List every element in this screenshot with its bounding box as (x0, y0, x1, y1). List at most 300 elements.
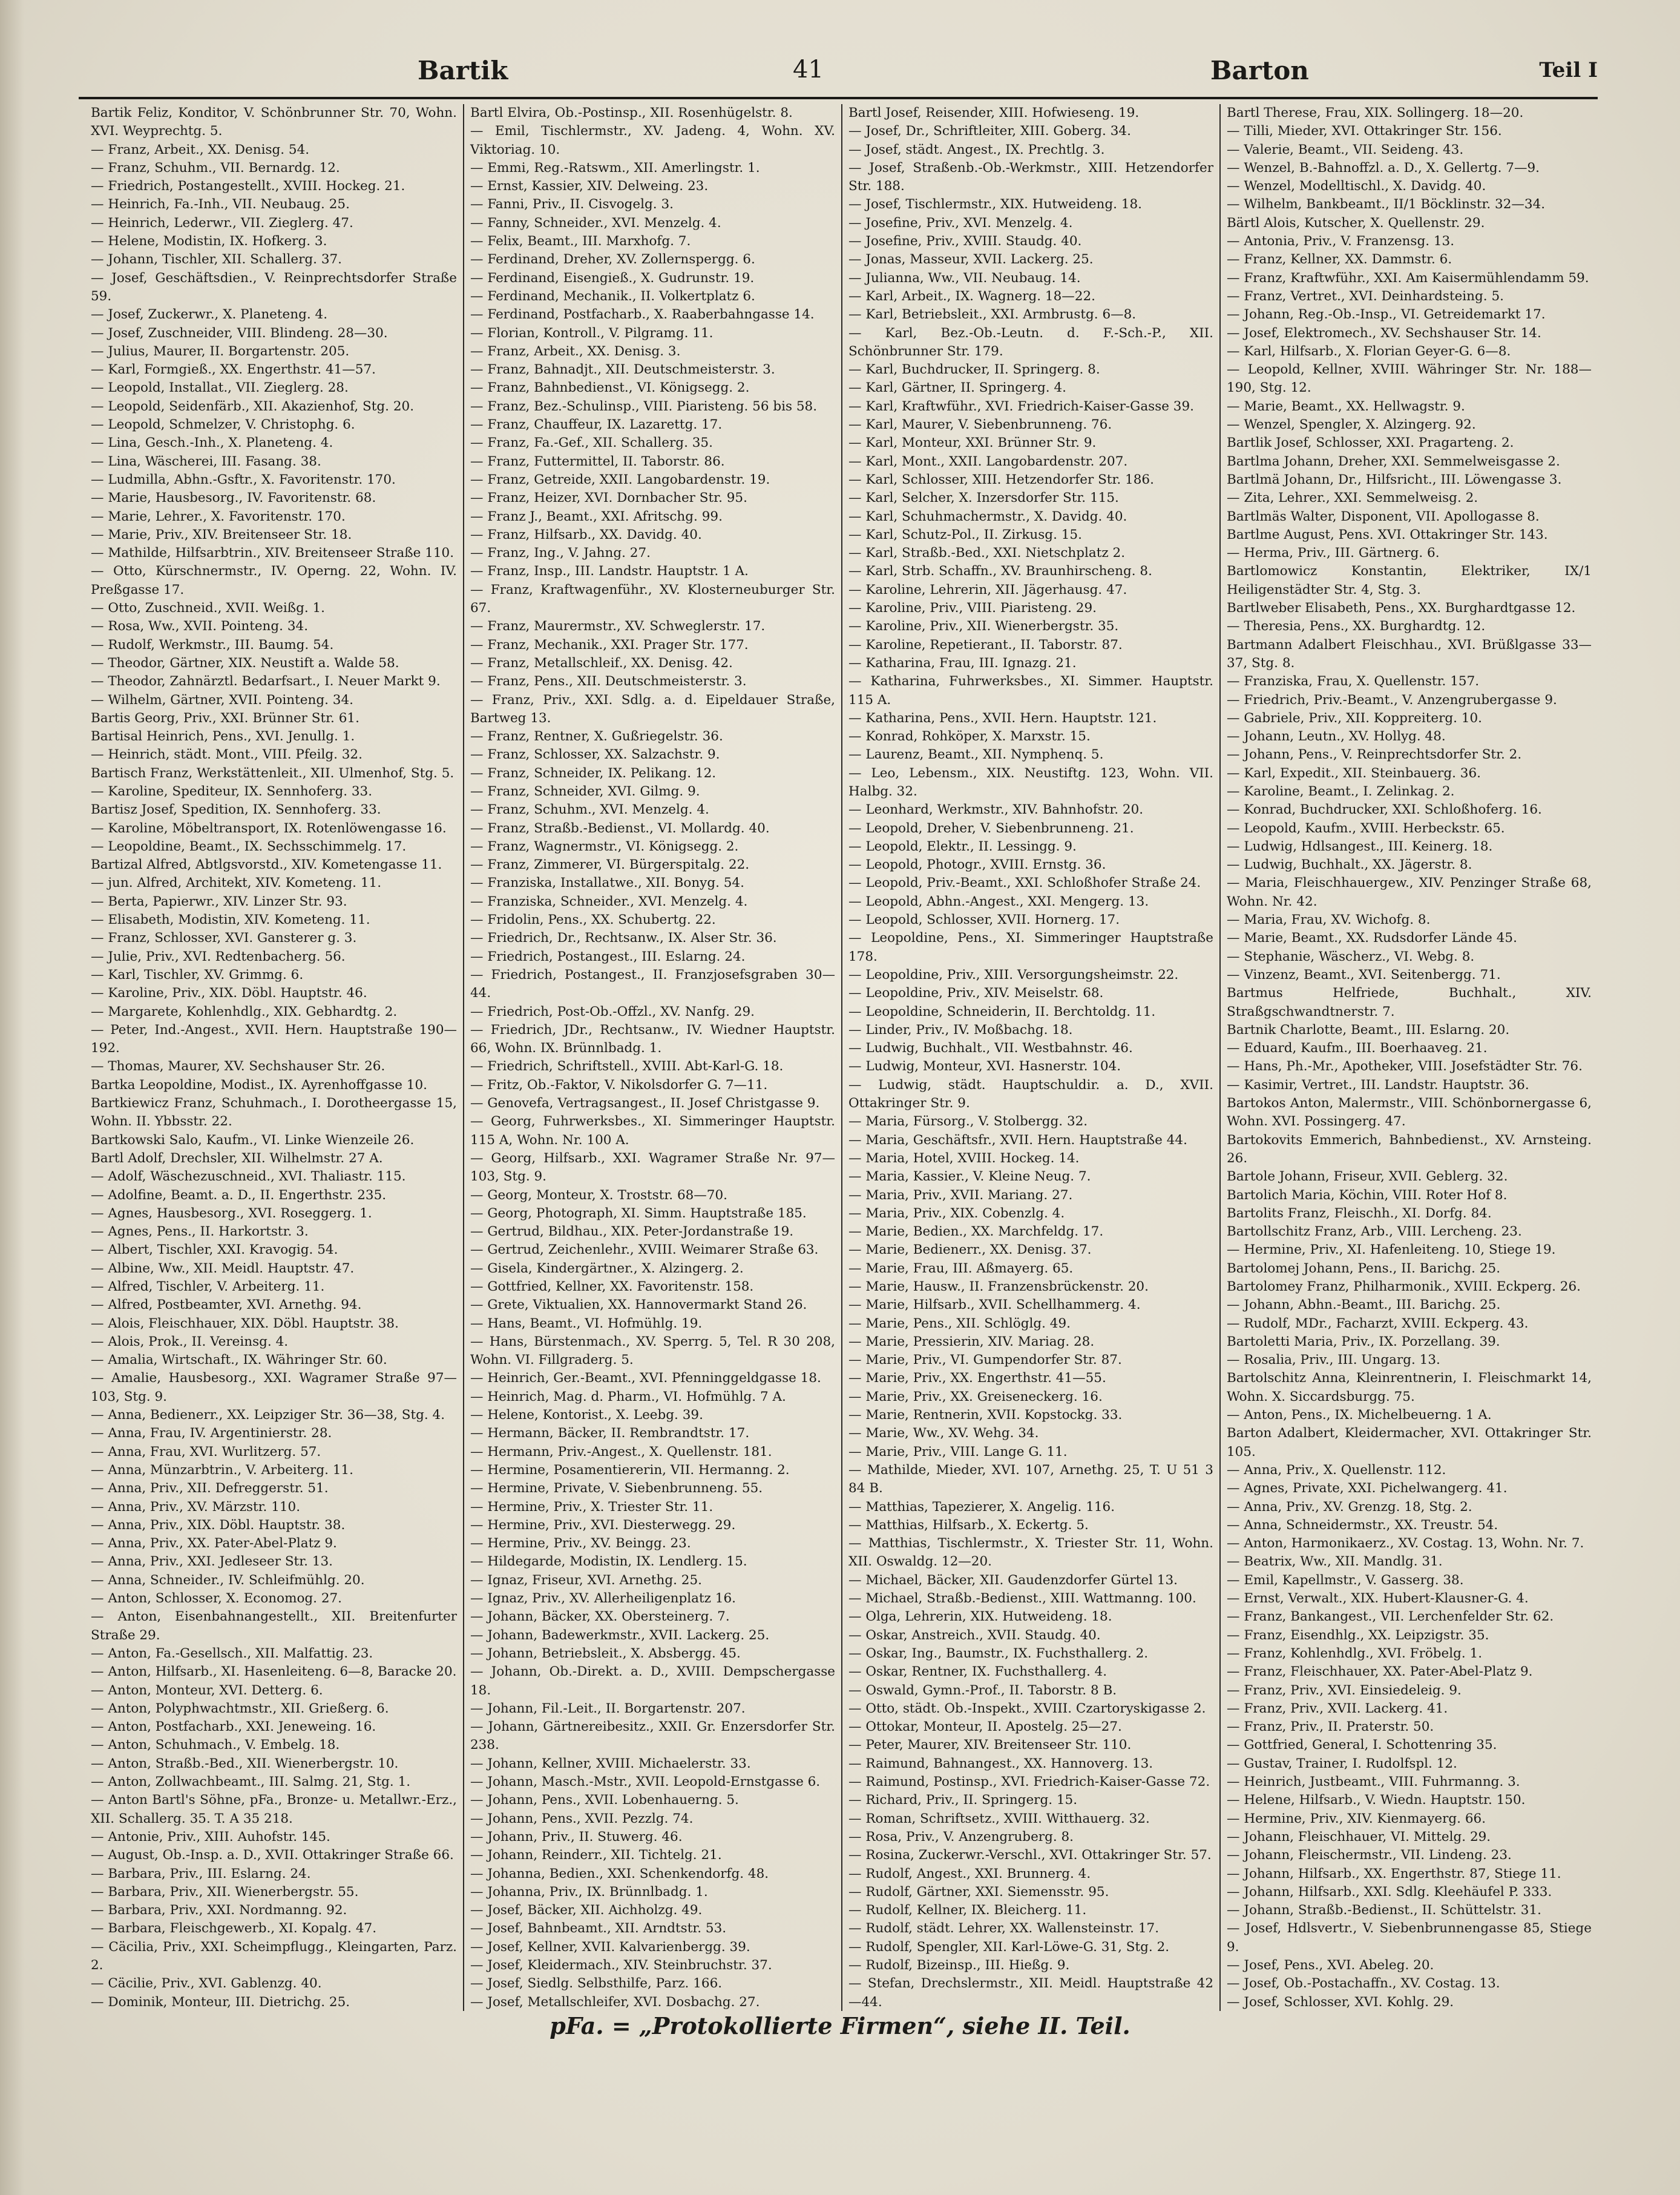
directory-entry: — Rosa, Priv., V. Anzengruberg. 8. (848, 1829, 1074, 1845)
directory-entry: — Franz, Maurermstr., XV. Schweglerstr. 17. (470, 619, 766, 634)
directory-entry: — Johann, Reinderr., XII. Tichtelg. 21. (470, 1848, 722, 1863)
directory-entry: — Marie, Pressierin, XIV. Mariag. 28. (848, 1334, 1095, 1349)
directory-entry: — Leopoldine, Schneiderin, II. Berchtoldg. 11. (848, 1004, 1156, 1019)
directory-entry: — Anna, Schneider., IV. Schleifmühlg. 20. (91, 1572, 365, 1588)
directory-entry: — Heinrich, Justbeamt., VIII. Fuhrmanng. 3. (1227, 1774, 1520, 1790)
directory-entry: — Fanni, Priv., II. Cisvogelg. 3. (470, 197, 674, 212)
directory-entry: — Julianna, Ww., VII. Neubaug. 14. (848, 270, 1081, 286)
directory-entry: — Oskar, Ing., Baumstr., IX. Fuchsthallerg. 2. (848, 1645, 1149, 1661)
directory-entry: — Leopold, Elektr., II. Lessingg. 9. (848, 838, 1077, 854)
directory-entry: — Rosa, Ww., XVII. Pointeng. 34. (91, 619, 309, 634)
directory-entry: Bartka Leopoldine, Modist., IX. Ayrenhoffgasse 10. (91, 1077, 427, 1093)
directory-entry: — Ludmilla, Abhn.-Gsftr., X. Favoritenstr. 170. (91, 472, 396, 487)
directory-entry: — Leopold, Seidenfärb., XII. Akazienhof, Stg. 20. (91, 398, 415, 414)
directory-entry: — Konrad, Rohköper, X. Marxstr. 15. (848, 729, 1091, 745)
directory-entry: — Johann, Gärtnereibesitz., XXII. Gr. Enzersdorfer Str. 238. (470, 1719, 835, 1753)
directory-entry: — Friedrich, Postangest., III. Eslarng. 24. (470, 949, 746, 964)
directory-entry: Bartoletti Maria, Priv., IX. Porzellang. 39. (1227, 1334, 1500, 1349)
directory-entry: — Johanna, Priv., IX. Brünnlbadg. 1. (470, 1884, 708, 1900)
directory-entry: — Franz, Priv., XVI. Einsiedeleig. 9. (1227, 1682, 1462, 1698)
directory-entry: — Gottfried, General, I. Schottenring 35. (1227, 1737, 1497, 1753)
directory-entry: — Elisabeth, Modistin, XIV. Kometeng. 11. (91, 912, 370, 928)
directory-entry: — Gottfried, Kellner, XX. Favoritenstr. 158. (470, 1279, 754, 1294)
directory-entry: — Josef, städt. Angest., IX. Prechtlg. 3. (848, 142, 1105, 157)
directory-entry: Bartl Therese, Frau, XIX. Sollingerg. 18—20. (1227, 105, 1524, 120)
directory-entry: — Raimund, Postinsp., XVI. Friedrich-Kaiser-Gasse 72. (848, 1774, 1210, 1790)
directory-entry: — Rudolf, Spengler, XII. Karl-Löwe-G. 31, Stg. 2. (848, 1939, 1170, 1955)
directory-entry: — Franz, Eisendhlg., XX. Leipzigstr. 35. (1227, 1627, 1489, 1643)
directory-entry: — Cäcilia, Priv., XXI. Scheimpflugg., Kleingarten, Parz. 2. (91, 1939, 457, 1973)
directory-entry: — Rudolf, Angest., XXI. Brunnerg. 4. (848, 1866, 1091, 1881)
directory-entry: — Josef, Dr., Schriftleiter, XIII. Goberg. 34. (848, 123, 1131, 139)
part-label: Teil I (1539, 58, 1598, 82)
entry-list (91, 104, 457, 2011)
directory-entry: — Josef, Ob.-Postachaffn., XV. Costag. 13. (1227, 1976, 1500, 1992)
directory-entry: — Alfred, Tischler, V. Arbeiterg. 11. (91, 1279, 325, 1294)
binding-shadow (0, 0, 24, 2195)
directory-entry: — Franz, Zimmerer, VI. Bürgerspitalg. 22. (470, 857, 750, 873)
directory-entry: Bartmann Adalbert Fleischhau., XVI. Brüßlgasse 33—37, Stg. 8. (1227, 637, 1592, 671)
directory-entry: — Karoline, Priv., XII. Wienerbergstr. 35. (848, 619, 1119, 634)
directory-entry: — Anton, Pens., IX. Michelbeuerng. 1 A. (1227, 1407, 1492, 1423)
directory-entry: — Barbara, Fleischgewerb., XI. Kopalg. 47. (91, 1921, 377, 1937)
directory-entry: — Johann, Kellner, XVIII. Michaelerstr. 33. (470, 1756, 751, 1771)
directory-entry: — Anton, Eisenbahnangestellt., XII. Breitenfurter Straße 29. (91, 1609, 457, 1643)
directory-entry: — Marie, Priv., VIII. Lange G. 11. (848, 1444, 1068, 1459)
directory-entry: — Franz, Futtermittel, II. Taborstr. 86. (470, 453, 725, 469)
directory-entry: — Matthias, Hilfsarb., X. Eckertg. 5. (848, 1517, 1089, 1533)
directory-entry: — Johann, Tischler, XII. Schallerg. 37. (91, 252, 343, 268)
directory-entry: — Josef, Schlosser, XVI. Kohlg. 29. (1227, 1994, 1454, 2010)
directory-entry: — Maria, Geschäftsfr., XVII. Hern. Hauptstraße 44. (848, 1132, 1187, 1148)
directory-entry: — Karl, Gärtner, II. Springerg. 4. (848, 380, 1066, 396)
directory-entry: — Stefan, Drechslermstr., XII. Meidl. Hauptstraße 42—44. (848, 1976, 1213, 2010)
directory-entry: — Ludwig, Buchhalt., XX. Jägerstr. 8. (1227, 857, 1472, 873)
directory-entry: — Franz, Straßb.-Bedienst., VI. Mollardg. 40. (470, 820, 770, 836)
footer-note: pFa. = „Protokollierte Firmen“, siehe II. Teil. (550, 2012, 1130, 2039)
directory-entry: — Matthias, Tischlermstr., X. Triester Str. 11, Wohn. XII. Oswaldg. 12—20. (848, 1536, 1213, 1570)
page-header (79, 56, 1598, 98)
directory-entry: — Heinrich, Fa.-Inh., VII. Neubaug. 25. (91, 197, 350, 212)
directory-entry: — Cäcilie, Priv., XVI. Gablenzg. 40. (91, 1976, 322, 1992)
directory-entry: — Franz, Schneider, IX. Pelikang. 12. (470, 765, 717, 781)
directory-entry: — Leopold, Schmelzer, V. Christophg. 6. (91, 417, 355, 433)
directory-entry: Barton Adalbert, Kleidermacher, XVI. Ottakringer Str. 105. (1227, 1426, 1592, 1459)
directory-entry: — Heinrich, städt. Mont., VIII. Pfeilg. 32. (91, 747, 363, 763)
directory-entry: — Ottokar, Monteur, II. Apostelg. 25—27. (848, 1719, 1122, 1735)
directory-entry: — Marie, Lehrer., X. Favoritenstr. 170. (91, 508, 346, 524)
directory-entry: — Georg, Photograph, XI. Simm. Hauptstraße 185. (470, 1205, 807, 1221)
directory-entry: — Ernst, Verwalt., XIX. Hubert-Klausner-G. 4. (1227, 1591, 1529, 1607)
directory-entry: — Hermine, Private, V. Siebenbrunneng. 55. (470, 1481, 763, 1496)
directory-entry: — Anton, Postfacharb., XXI. Jeneweing. 16. (91, 1719, 376, 1735)
directory-entry: — Josef, Bahnbeamt., XII. Arndtstr. 53. (470, 1921, 727, 1937)
directory-entry: — Karl, Straßb.-Bed., XXI. Nietschplatz 2. (848, 545, 1126, 561)
directory-entry: — jun. Alfred, Architekt, XIV. Kometeng. 11. (91, 875, 382, 891)
directory-entry: — Heinrich, Mag. d. Pharm., VI. Hofmühlg. 7 A. (470, 1389, 786, 1404)
directory-entry: — Josef, Metallschleifer, XVI. Dosbachg. 27. (470, 1994, 760, 2010)
header-left-keyword: Bartik (418, 56, 508, 85)
directory-entry: — Ernst, Kassier, XIV. Delweing. 23. (470, 179, 709, 194)
directory-entry: — Olga, Lehrerin, XIX. Hutweideng. 18. (848, 1609, 1112, 1625)
directory-entry: — Hermann, Priv.-Angest., X. Quellenstr. 181. (470, 1444, 772, 1459)
directory-entry: — Emil, Kapellmstr., V. Gasserg. 38. (1227, 1572, 1464, 1588)
directory-columns (85, 104, 1598, 2011)
directory-entry: Bartlmäs Walter, Disponent, VII. Apollogasse 8. (1227, 508, 1540, 524)
directory-entry: — Rudolf, Werkmstr., III. Baumg. 54. (91, 637, 334, 653)
directory-entry: — Beatrix, Ww., XII. Mandlg. 31. (1227, 1554, 1443, 1570)
directory-entry: — Karl, Tischler, XV. Grimmg. 6. (91, 967, 304, 982)
directory-entry: — Johann, Hilfsarb., XXI. Sdlg. Kleehäufel P. 333. (1227, 1884, 1552, 1900)
directory-entry: — Rudolf, MDr., Facharzt, XVIII. Eckperg. 43. (1227, 1315, 1529, 1331)
directory-entry: — Zita, Lehrer., XXI. Semmelweisg. 2. (1227, 490, 1478, 506)
directory-entry: — Leopold, Schlosser, XVII. Hornerg. 17. (848, 912, 1120, 928)
directory-entry: — Amalia, Wirtschaft., IX. Währinger Str. 60. (91, 1352, 387, 1368)
directory-entry: — Anton, Hilfsarb., XI. Hasenleiteng. 6—8, Baracke 20. (91, 1664, 457, 1680)
column-1 (85, 104, 463, 2011)
directory-entry: — Friedrich, Priv.-Beamt., V. Anzengrubergasse 9. (1227, 692, 1557, 708)
directory-entry: — Leopold, Priv.-Beamt., XXI. Schloßhofer Straße 24. (848, 875, 1201, 891)
directory-entry: — Anton, Schuhmach., V. Embelg. 18. (91, 1737, 340, 1753)
directory-entry: Bartolomey Franz, Philharmonik., XVIII. Eckperg. 26. (1227, 1279, 1581, 1294)
directory-entry: — Karl, Kraftwführ., XVI. Friedrich-Kaiser-Gasse 39. (848, 398, 1194, 414)
directory-entry: — Ferdinand, Dreher, XV. Zollernspergg. 6. (470, 252, 755, 268)
directory-entry: Bartis Georg, Priv., XXI. Brünner Str. 61. (91, 710, 359, 726)
directory-entry: — Marie, Bedienerr., XX. Denisg. 37. (848, 1242, 1092, 1258)
directory-entry: — Franziska, Schneider., XVI. Menzelg. 4. (470, 893, 748, 909)
directory-entry: — Johann, Reg.-Ob.-Insp., VI. Getreidemarkt 17. (1227, 307, 1546, 323)
directory-entry: — Karoline, Priv., VIII. Piaristeng. 29. (848, 601, 1097, 616)
directory-entry: — Anna, Priv., XV. Märzstr. 110. (91, 1499, 301, 1515)
directory-entry: — Johann, Fil.-Leit., II. Borgartenstr. 207. (470, 1700, 746, 1716)
directory-entry: — Heinrich, Ger.-Beamt., XVI. Pfenninggeldgasse 18. (470, 1371, 821, 1386)
directory-entry: — Franz, Priv., II. Praterstr. 50. (1227, 1719, 1434, 1735)
directory-entry: — Wenzel, Spengler, X. Alzingerg. 92. (1227, 417, 1476, 433)
directory-entry: — Johann, Abhn.-Beamt., III. Barichg. 25. (1227, 1297, 1501, 1313)
directory-entry: — Karl, Monteur, XXI. Brünner Str. 9. (848, 435, 1097, 451)
column-3 (841, 104, 1219, 2011)
directory-entry: — Ludwig, Monteur, XVI. Hasnerstr. 104. (848, 1059, 1121, 1074)
directory-entry: Bartokos Anton, Malermstr., VIII. Schönbornergasse 6, Wohn. XVI. Possingerg. 47. (1227, 1096, 1592, 1130)
directory-entry: — Adolf, Wäschezuschneid., XVI. Thaliastr. 115. (91, 1169, 406, 1185)
directory-entry: — Karoline, Priv., XIX. Döbl. Hauptstr. 46. (91, 986, 367, 1001)
directory-entry: — Franz J., Beamt., XXI. Afritschg. 99. (470, 508, 723, 524)
directory-entry: — Gabriele, Priv., XII. Koppreiterg. 10. (1227, 710, 1483, 726)
directory-entry: — Johann, Masch.-Mstr., XVII. Leopold-Ernstgasse 6. (470, 1774, 821, 1790)
directory-entry: — Johann, Pens., V. Reinprechtsdorfer Str. 2. (1227, 747, 1522, 763)
directory-entry: — Josef, Bäcker, XII. Aichholzg. 49. (470, 1903, 703, 1918)
directory-entry: — Franz, Fa.-Gef., XII. Schallerg. 35. (470, 435, 713, 451)
directory-entry: Bartisal Heinrich, Pens., XVI. Jenullg. 1. (91, 729, 355, 745)
directory-entry: — Leopoldine, Pens., XI. Simmeringer Hauptstraße 178. (848, 930, 1213, 964)
directory-entry: — Ignaz, Friseur, XVI. Arnethg. 25. (470, 1572, 702, 1588)
directory-entry: — Albine, Ww., XII. Meidl. Hauptstr. 47. (91, 1260, 355, 1276)
directory-entry: — Helene, Hilfsarb., V. Wiedn. Hauptstr. 150. (1227, 1792, 1526, 1808)
directory-entry: — Franz, Schneider, XVI. Gilmg. 9. (470, 783, 700, 799)
directory-entry: — Karl, Arbeit., IX. Wagnerg. 18—22. (848, 288, 1095, 304)
directory-entry: — Johann, Straßb.-Bedienst., II. Schüttelstr. 31. (1227, 1903, 1541, 1918)
directory-entry: Bartokovits Emmerich, Bahnbedienst., XV. Arnsteing. 26. (1227, 1132, 1592, 1166)
directory-entry: — Oskar, Anstreich., XVII. Staudg. 40. (848, 1627, 1101, 1643)
directory-entry: — Franz, Kohlenhdlg., XVI. Fröbelg. 1. (1227, 1645, 1483, 1661)
directory-entry: — Johanna, Bedien., XXI. Schenkendorfg. 48. (470, 1866, 769, 1881)
directory-entry: — Anna, Schneidermstr., XX. Treustr. 54. (1227, 1517, 1498, 1533)
directory-entry: — Linder, Priv., IV. Moßbachg. 18. (848, 1022, 1073, 1038)
directory-entry: — Katharina, Pens., XVII. Hern. Hauptstr. 121. (848, 710, 1157, 726)
directory-entry: — Leopoldine, Priv., XIV. Meiselstr. 68. (848, 986, 1104, 1001)
directory-entry: — Franz, Bahnbedienst., VI. Königsegg. 2. (470, 380, 750, 396)
directory-entry: — Tilli, Mieder, XVI. Ottakringer Str. 156. (1227, 123, 1502, 139)
directory-entry: — Peter, Ind.-Angest., XVII. Hern. Hauptstraße 190—192. (91, 1022, 457, 1056)
directory-entry: — Hermine, Priv., XI. Hafenleiteng. 10, Stiege 19. (1227, 1242, 1556, 1258)
directory-entry: — Genovefa, Vertragsangest., II. Josef Christgasse 9. (470, 1096, 820, 1111)
directory-entry: — Karl, Schutz-Pol., II. Zirkusg. 15. (848, 527, 1082, 542)
directory-entry: — Michael, Straßb.-Bedienst., XIII. Wattmanng. 100. (848, 1591, 1196, 1607)
directory-entry: — Anton, Monteur, XVI. Detterg. 6. (91, 1682, 323, 1698)
directory-entry: — Marie, Hausbesorg., IV. Favoritenstr. 68. (91, 490, 376, 506)
directory-entry: — Anna, Münzarbtrin., V. Arbeiterg. 11. (91, 1462, 353, 1478)
directory-entry: — Hans, Bürstenmach., XV. Sperrg. 5, Tel. R 30 208, Wohn. VI. Fillgraderg. 5. (470, 1334, 835, 1368)
directory-entry: — Johann, Badewerkmstr., XVII. Lackerg. 25. (470, 1627, 770, 1643)
directory-entry: — Anna, Priv., XV. Grenzg. 18, Stg. 2. (1227, 1499, 1472, 1515)
directory-entry: Bartlomowicz Konstantin, Elektriker, IX/1 Heiligenstädter Str. 4, Stg. 3. (1227, 564, 1592, 597)
directory-entry: — Agnes, Hausbesorg., XVI. Roseggerg. 1. (91, 1205, 372, 1221)
directory-entry: — Laurenz, Beamt., XII. Nymphenq. 5. (848, 747, 1104, 763)
directory-entry: Bartlik Josef, Schlosser, XXI. Pragarteng. 2. (1227, 435, 1514, 451)
directory-entry: — Johann, Priv., II. Stuwerg. 46. (470, 1829, 683, 1845)
directory-entry: — Anna, Priv., XX. Pater-Abel-Platz 9. (91, 1536, 337, 1552)
directory-entry: — Antonia, Priv., V. Franzensg. 13. (1227, 234, 1455, 249)
directory-entry: — Fanny, Schneider., XVI. Menzelg. 4. (470, 215, 721, 231)
directory-entry: — Friedrich, JDr., Rechtsanw., IV. Wiedner Hauptstr. 66, Wohn. IX. Brünnlbadg. 1. (470, 1022, 835, 1056)
directory-entry: — Fritz, Ob.-Faktor, V. Nikolsdorfer G. 7—11. (470, 1077, 768, 1093)
directory-entry: — Georg, Hilfsarb., XXI. Wagramer Straße Nr. 97—103, Stg. 9. (470, 1150, 835, 1185)
directory-entry: — Johann, Leutn., XV. Hollyg. 48. (1227, 729, 1446, 745)
directory-entry: — Leopold, Kellner, XVIII. Währinger Str. Nr. 188—190, Stg. 12. (1227, 362, 1592, 396)
directory-entry: — Josef, Straßenb.-Ob.-Werkmstr., XIII. Hetzendorfer Str. 188. (848, 160, 1213, 194)
directory-entry: Bartkiewicz Franz, Schuhmach., I. Dorotheergasse 15, Wohn. II. Ybbsstr. 22. (91, 1096, 457, 1130)
header-rule (79, 97, 1598, 99)
directory-entry: — Oskar, Rentner, IX. Fuchsthallerg. 4. (848, 1664, 1107, 1680)
directory-entry: — Anna, Priv., XII. Defreggerstr. 51. (91, 1481, 329, 1496)
directory-entry: — Mathilde, Hilfsarbtrin., XIV. Breitenseer Straße 110. (91, 545, 454, 561)
directory-entry: — Valerie, Beamt., VII. Seideng. 43. (1227, 142, 1464, 157)
directory-entry: — Anton, Harmonikaerz., XV. Costag. 13, Wohn. Nr. 7. (1227, 1536, 1584, 1552)
directory-entry: — Dominik, Monteur, III. Dietrichg. 25. (91, 1994, 350, 2010)
directory-entry: — Marie, Rentnerin, XVII. Kopstockg. 33. (848, 1407, 1123, 1423)
directory-entry: — Karoline, Möbeltransport, IX. Rotenlöwengasse 16. (91, 820, 447, 836)
directory-entry: — Franz, Bahnadjt., XII. Deutschmeisterstr. 3. (470, 362, 775, 378)
directory-entry: — Franz, Schuhm., XVI. Menzelg. 4. (470, 802, 709, 818)
directory-entry: — Anton, Schlosser, X. Economog. 27. (91, 1591, 343, 1607)
directory-entry: — Franz, Heizer, XVI. Dornbacher Str. 95. (470, 490, 747, 506)
directory-entry: Bartolschitz Anna, Kleinrentnerin, I. Fleischmarkt 14, Wohn. X. Siccardsburgg. 75. (1227, 1371, 1592, 1404)
directory-entry: — Katharina, Frau, III. Ignazg. 21. (848, 655, 1077, 671)
directory-entry: — Wenzel, Modelltischl., X. Davidg. 40. (1227, 179, 1486, 194)
directory-entry: — Franz, Hilfsarb., XX. Davidg. 40. (470, 527, 702, 542)
directory-entry: — Josef, Tischlermstr., XIX. Hutweideng. 18. (848, 197, 1142, 212)
directory-entry: — Otto, Kürschnermstr., IV. Operng. 22, Wohn. IV. Preßgasse 17. (91, 564, 457, 597)
directory-entry: — Ignaz, Priv., XV. Allerheiligenplatz 16. (470, 1591, 736, 1607)
directory-entry: — Franz, Kraftwführ., XXI. Am Kaisermühlendamm 59. (1227, 270, 1589, 286)
directory-entry: Bartollschitz Franz, Arb., VIII. Lercheng. 23. (1227, 1224, 1522, 1240)
directory-entry: Bartik Feliz, Konditor, V. Schönbrunner Str. 70, Wohn. XVI. Weyprechtg. 5. (91, 105, 457, 139)
directory-entry: — Anton, Polyphwachtmstr., XII. Grießerg. 6. (91, 1700, 389, 1716)
directory-entry: — Karl, Selcher, X. Inzersdorfer Str. 115. (848, 490, 1119, 506)
directory-entry: — Amalie, Hausbesorg., XXI. Wagramer Straße 97—103, Stg. 9. (91, 1371, 457, 1404)
directory-entry: — Richard, Priv., II. Springerg. 15. (848, 1792, 1078, 1808)
directory-entry: — Franz, Insp., III. Landstr. Hauptstr. 1 A. (470, 564, 749, 579)
directory-entry: — Anton, Zollwachbeamt., III. Salmg. 21, Stg. 1. (91, 1774, 411, 1790)
directory-entry: — Heinrich, Lederwr., VII. Zieglerg. 47. (91, 215, 353, 231)
directory-entry: — Felix, Beamt., III. Marxhofg. 7. (470, 234, 691, 249)
directory-entry: — Marie, Hausw., II. Franzensbrückenstr. 20. (848, 1279, 1149, 1294)
directory-entry: — Georg, Monteur, X. Troststr. 68—70. (470, 1187, 728, 1203)
directory-entry: — Leopold, Abhn.-Angest., XXI. Mengerg. 13. (848, 893, 1149, 909)
directory-entry: — Hans, Beamt., VI. Hofmühlg. 19. (470, 1315, 703, 1331)
directory-entry: — Julie, Priv., XVI. Redtenbacherg. 56. (91, 949, 346, 964)
directory-entry: — Margarete, Kohlenhdlg., XIX. Gebhardtg. 2. (91, 1004, 398, 1019)
directory-entry: — Josefine, Priv., XVIII. Staudg. 40. (848, 234, 1082, 249)
entry-list (470, 104, 835, 2011)
directory-entry: — Josef, Zuschneider, VIII. Blindeng. 28—30. (91, 325, 388, 341)
directory-entry: — Raimund, Bahnangest., XX. Hannoverg. 13. (848, 1756, 1153, 1771)
directory-entry: — Leo, Lebensm., XIX. Neustiftg. 123, Wohn. VII. Halbg. 32. (848, 765, 1213, 799)
directory-entry: — Otto, städt. Ob.-Inspekt., XVIII. Czartoryskigasse 2. (848, 1700, 1206, 1716)
directory-entry: — Agnes, Private, XXI. Pichelwangerg. 41. (1227, 1481, 1508, 1496)
directory-entry: — Marie, Beamt., XX. Rudsdorfer Lände 45. (1227, 930, 1517, 946)
directory-entry: — Anton, Straßb.-Bed., XII. Wienerbergstr. 10. (91, 1756, 399, 1771)
directory-entry: — Gertrud, Zeichenlehr., XVIII. Weimarer Straße 63. (470, 1242, 819, 1258)
directory-entry: — Franz, Kraftwagenführ., XV. Klosterneuburger Str. 67. (470, 582, 835, 616)
directory-entry: Bartisz Josef, Spedition, IX. Sennhoferg. 33. (91, 802, 381, 818)
directory-entry: — Anton, Fa.-Gesellsch., XII. Malfattig. 23. (91, 1645, 373, 1661)
directory-entry: — Friedrich, Schriftstell., XVIII. Abt-Karl-G. 18. (470, 1059, 784, 1074)
directory-entry: — Karl, Hilfsarb., X. Florian Geyer-G. 6—8. (1227, 343, 1511, 359)
directory-entry: — Anna, Bedienerr., XX. Leipziger Str. 36—38, Stg. 4. (91, 1407, 445, 1423)
directory-entry: — Jonas, Masseur, XVII. Lackerg. 25. (848, 252, 1094, 268)
directory-entry: — Ludwig, Buchhalt., VII. Westbahnstr. 46. (848, 1041, 1133, 1056)
directory-entry: — Marie, Hilfsarb., XVII. Schellhammerg. 4. (848, 1297, 1141, 1313)
directory-entry: — Grete, Viktualien, XX. Hannovermarkt Stand 26. (470, 1297, 807, 1313)
directory-entry: — Leopoldine, Beamt., IX. Sechsschimmelg. 17. (91, 838, 407, 854)
directory-entry: — Karl, Maurer, V. Siebenbrunneng. 76. (848, 417, 1112, 433)
directory-entry: — Herma, Priv., III. Gärtnerg. 6. (1227, 545, 1440, 561)
directory-entry: — Karl, Strb. Schaffn., XV. Braunhirscheng. 8. (848, 564, 1152, 579)
directory-entry: — Leopold, Photogr., XVIII. Ernstg. 36. (848, 857, 1106, 873)
directory-entry: — Marie, Priv., XX. Greiseneckerg. 16. (848, 1389, 1103, 1404)
directory-entry: — Alfred, Postbeamter, XVI. Arnethg. 94. (91, 1297, 362, 1313)
directory-entry: — Maria, Fleischhauergew., XIV. Penzinger Straße 68, Wohn. Nr. 42. (1227, 875, 1592, 909)
directory-entry: — Leopoldine, Priv., XIII. Versorgungsheimstr. 22. (848, 967, 1179, 982)
directory-entry: — Emmi, Reg.-Ratswm., XII. Amerlingstr. 1. (470, 160, 760, 176)
directory-entry: — Franz, Getreide, XXII. Langobardenstr. 19. (470, 472, 770, 487)
directory-entry: — Josef, Kleidermach., XIV. Steinbruchstr. 37. (470, 1957, 772, 1973)
directory-entry: Bartolich Maria, Köchin, VIII. Roter Hof 8. (1227, 1187, 1508, 1203)
directory-entry: — Marie, Priv., XX. Engerthstr. 41—55. (848, 1371, 1106, 1386)
directory-entry: — Franz, Vertret., XVI. Deinhardsteing. 5. (1227, 288, 1504, 304)
directory-entry: Bartkowski Salo, Kaufm., VI. Linke Wienzeile 26. (91, 1132, 415, 1148)
directory-entry: — Wenzel, B.-Bahnoffzl. a. D., X. Gellertg. 7—9. (1227, 160, 1540, 176)
directory-entry: — Karl, Schlosser, XIII. Hetzendorfer Str. 186. (848, 472, 1154, 487)
page-number: 41 (793, 56, 824, 84)
directory-entry: — Theresia, Pens., XX. Burghardtg. 12. (1227, 619, 1486, 634)
directory-entry: — Maria, Kassier., V. Kleine Neug. 7. (848, 1169, 1091, 1185)
directory-entry: — Karl, Bez.-Ob.-Leutn. d. F.-Sch.-P., XII. Schönbrunner Str. 179. (848, 325, 1213, 359)
directory-entry: — Theodor, Gärtner, XIX. Neustift a. Walde 58. (91, 655, 399, 671)
directory-entry: — Franz, Mechanik., XXI. Prager Str. 177. (470, 637, 749, 653)
directory-entry: Bartl Adolf, Drechsler, XII. Wilhelmstr. 27 A. (91, 1150, 383, 1166)
directory-entry: — Helene, Modistin, IX. Hofkerg. 3. (91, 234, 327, 249)
directory-entry: — Karoline, Lehrerin, XII. Jägerhausg. 47. (848, 582, 1127, 597)
directory-entry: — Hermine, Priv., X. Triester Str. 11. (470, 1499, 714, 1515)
directory-entry: — Marie, Priv., XIV. Breitenseer Str. 18. (91, 527, 352, 542)
directory-entry: — Franz, Priv., XVII. Lackerg. 41. (1227, 1700, 1448, 1716)
directory-entry: — Karl, Schuhmachermstr., X. Davidg. 40. (848, 508, 1127, 524)
directory-entry: — Julius, Maurer, II. Borgartenstr. 205. (91, 343, 350, 359)
directory-entry: — Maria, Priv., XIX. Cobenzlg. 4. (848, 1205, 1065, 1221)
directory-entry: Bärtl Alois, Kutscher, X. Quellenstr. 29. (1227, 215, 1485, 231)
directory-entry: — Wilhelm, Gärtner, XVII. Pointeng. 34. (91, 692, 353, 708)
directory-entry: — Franziska, Installatwe., XII. Bonyg. 54. (470, 875, 744, 891)
directory-entry: — Hermine, Posamentiererin, VII. Hermanng. 2. (470, 1462, 790, 1478)
directory-entry: — Franz, Wagnermstr., VI. Königsegg. 2. (470, 838, 739, 854)
directory-entry: Bartizal Alfred, Abtlgsvorstd., XIV. Kometengasse 11. (91, 857, 442, 873)
directory-entry: — Maria, Hotel, XVIII. Hockeg. 14. (848, 1150, 1080, 1166)
directory-entry: — Agnes, Pens., II. Harkortstr. 3. (91, 1224, 309, 1240)
directory-entry: — Gertrud, Bildhau., XIX. Peter-Jordanstraße 19. (470, 1224, 794, 1240)
directory-entry: — Johann, Fleischermstr., VII. Lindeng. 23. (1227, 1848, 1512, 1863)
directory-entry: Bartlmä Johann, Dr., Hilfsricht., III. Löwengasse 3. (1227, 472, 1562, 487)
directory-entry: Bartlme August, Pens. XVI. Ottakringer Str. 143. (1227, 527, 1548, 542)
directory-entry: — Albert, Tischler, XXI. Kravogig. 54. (91, 1242, 338, 1258)
directory-entry: — Karl, Mont., XXII. Langobardenstr. 207. (848, 453, 1128, 469)
directory-entry: — Friedrich, Post-Ob.-Offzl., XV. Nanfg. 29. (470, 1004, 755, 1019)
entry-list (1227, 104, 1592, 2011)
directory-entry: — Karl, Buchdrucker, II. Springerg. 8. (848, 362, 1100, 378)
directory-entry: — Adolfine, Beamt. a. D., II. Engerthstr. 235. (91, 1187, 387, 1203)
directory-entry: Bartmus Helfriede, Buchhalt., XIV. Straßgschwandtnerstr. 7. (1227, 986, 1592, 1019)
directory-entry: — Wilhelm, Bankbeamt., II/1 Böcklinstr. 32—34. (1227, 197, 1546, 212)
directory-entry: — Rudolf, städt. Lehrer, XX. Wallensteinstr. 17. (848, 1921, 1160, 1937)
directory-entry: — Karl, Betriebsleit., XXI. Armbrustg. 6—8. (848, 307, 1137, 323)
directory-entry: — Oswald, Gymn.-Prof., II. Taborstr. 8 B. (848, 1682, 1117, 1698)
directory-entry: — Franz, Bez.-Schulinsp., VIII. Piaristeng. 56 bis 58. (470, 398, 818, 414)
directory-entry: — Helene, Kontorist., X. Leebg. 39. (470, 1407, 703, 1423)
directory-entry: — Konrad, Buchdrucker, XXI. Schloßhoferg. 16. (1227, 802, 1542, 818)
directory-entry: — Emil, Tischlermstr., XV. Jadeng. 4, Wohn. XV. Viktoriag. 10. (470, 123, 835, 157)
directory-entry: — Rosalia, Priv., III. Ungarg. 13. (1227, 1352, 1440, 1368)
directory-entry: — Barbara, Priv., XII. Wienerbergstr. 55. (91, 1884, 359, 1900)
directory-entry: — Johann, Betriebsleit., X. Absbergg. 45. (470, 1645, 741, 1661)
column-2 (463, 104, 841, 2011)
directory-entry: — Lina, Wäscherei, III. Fasang. 38. (91, 453, 321, 469)
directory-entry: — Hermine, Priv., XV. Beingg. 23. (470, 1536, 691, 1552)
directory-entry: — Johann, Fleischhauer, VI. Mittelg. 29. (1227, 1829, 1491, 1845)
directory-entry: — Marie, Beamt., XX. Hellwagstr. 9. (1227, 398, 1465, 414)
directory-entry: — Ludwig, städt. Hauptschuldir. a. D., XVII. Ottakringer Str. 9. (848, 1077, 1213, 1111)
directory-entry: Bartisch Franz, Werkstättenleit., XII. Ulmenhof, Stg. 5. (91, 765, 454, 781)
directory-entry: — Katharina, Fuhrwerksbes., XI. Simmer. Hauptstr. 115 A. (848, 674, 1213, 708)
directory-entry: — Franz, Rentner, X. Gußriegelstr. 36. (470, 729, 723, 745)
directory-entry: — Mathilde, Mieder, XVI. 107, Arnethg. 25, T. U 51 3 84 B. (848, 1462, 1213, 1496)
directory-entry: — Matthias, Tapezierer, X. Angelig. 116. (848, 1499, 1115, 1515)
directory-entry: — Leonhard, Werkmstr., XIV. Bahnhofstr. 20. (848, 802, 1144, 818)
directory-entry: — Johann, Ob.-Direkt. a. D., XVIII. Dempschergasse 18. (470, 1664, 835, 1698)
directory-entry: — Thomas, Maurer, XV. Sechshauser Str. 26. (91, 1059, 386, 1074)
directory-entry: — Fridolin, Pens., XX. Schubertg. 22. (470, 912, 716, 928)
directory-entry: — Anna, Priv., X. Quellenstr. 112. (1227, 1462, 1446, 1478)
